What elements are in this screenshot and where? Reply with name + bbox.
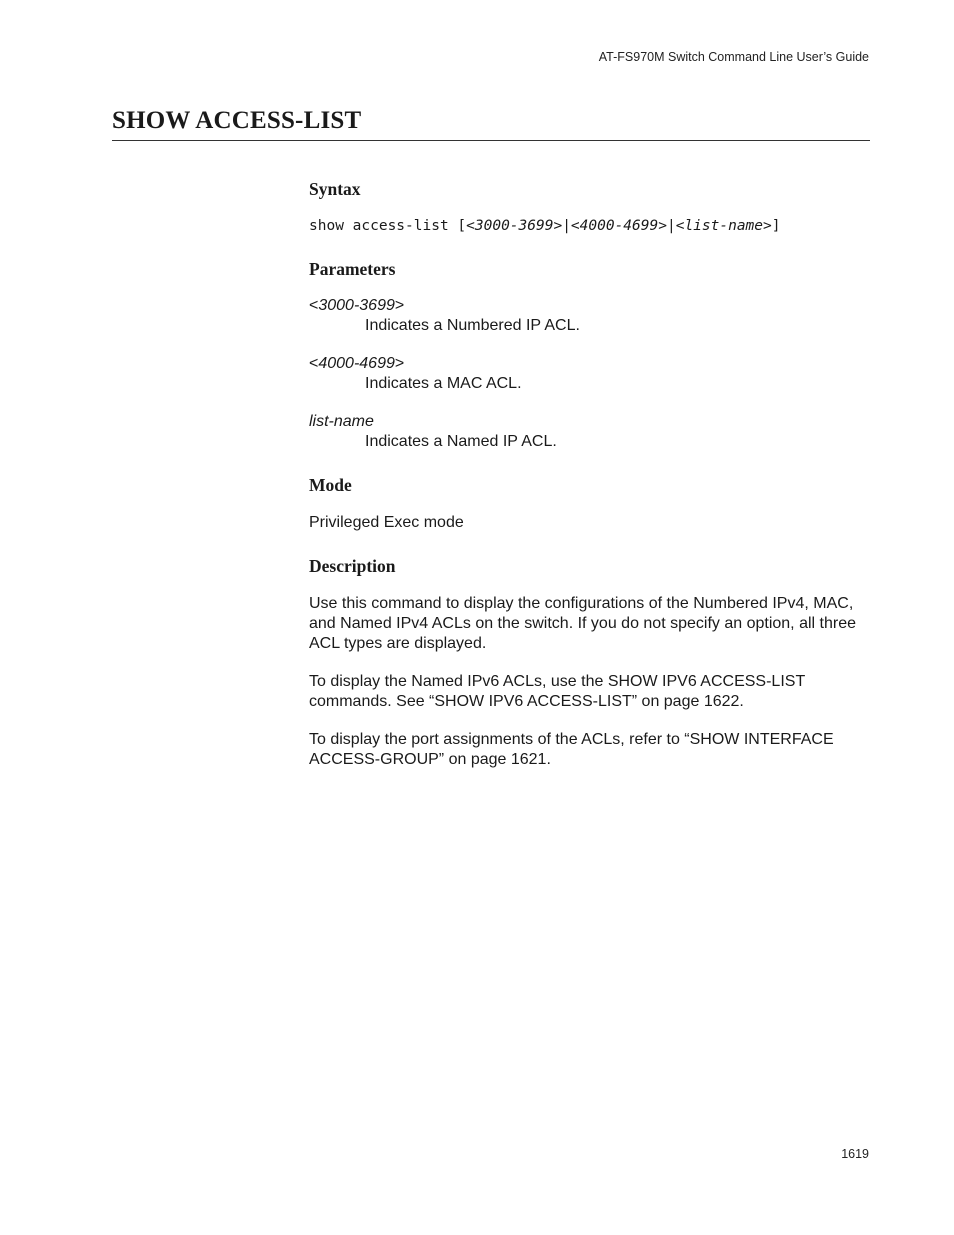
content-body: [309, 178, 874, 770]
parameters-heading: Parameters: [309, 259, 396, 279]
mode-text: Privileged Exec mode: [309, 514, 464, 531]
description-paragraph: Use this command to display the configurations of the Numbered IPv4, MAC, and Named IPv4 ACLs on the switch. If you do not specify an option, all three ACL types are displayed.: [309, 595, 856, 652]
syntax-heading: Syntax: [309, 179, 361, 199]
parameter-item: [309, 412, 874, 452]
parameter-term: <4000-4699>: [309, 355, 405, 372]
parameter-description: Indicates a MAC ACL.: [365, 375, 522, 392]
parameter-description: Indicates a Numbered IP ACL.: [365, 317, 580, 334]
page-number: 1619: [841, 1147, 869, 1161]
description-paragraph: To display the port assignments of the ACLs, refer to “SHOW INTERFACE ACCESS-GROUP” on page 1621.: [309, 731, 834, 768]
running-header: AT-FS970M Switch Command Line User’s Guide: [598, 50, 869, 64]
description-paragraph: To display the Named IPv6 ACLs, use the SHOW IPV6 ACCESS-LIST commands. See “SHOW IPV6 ACCESS-LIST” on page 1622.: [309, 673, 805, 710]
parameter-term: <3000-3699>: [309, 297, 405, 314]
mode-heading: Mode: [309, 475, 352, 495]
parameter-item: [309, 354, 874, 394]
parameter-item: [309, 296, 874, 336]
title-rule: [112, 106, 870, 141]
syntax-command: show access-list [<3000-3699>|<4000-4699>|<list-name>]: [309, 218, 781, 234]
description-heading: Description: [309, 556, 396, 576]
parameter-term: list-name: [309, 413, 374, 430]
page-title: SHOW ACCESS-LIST: [112, 107, 362, 134]
parameter-description: Indicates a Named IP ACL.: [365, 433, 557, 450]
